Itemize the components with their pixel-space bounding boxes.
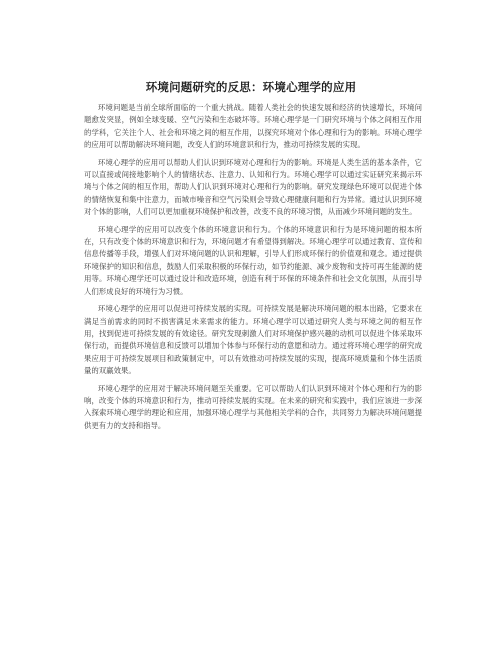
document-title: 环境问题研究的反思：环境心理学的应用 — [145, 80, 357, 94]
document-body — [84, 102, 422, 437]
paragraph-intro: 环境问题是当前全球所面临的一个重大挑战。随着人类社会的快速发展和经济的快速增长，环境问题愈发突显，例如全球变暖、空气污染和生态破坏等。环境心理学是一门研究环境与个体之间相互作用的学科，它关注个人、社会和环境之间的相互作用，以探究环境对个体心理和行为的影响。环境心理学的应用可以帮助解决环境问题，改变人们的环境意识和行为，推动可持续发展的实现。 — [84, 103, 422, 150]
paragraph-behavior: 环境心理学的应用可以改变个体的环境意识和行为。个体的环境意识和行为是环境问题的根本所在，只有改变个体的环境意识和行为，环境问题才有希望得到解决。环境心理学可以通过教育、宣传和信息传播等手段，增强人们对环境问题的认识和理解，引导人们形成环保行的价值观和观念。通过提供环境保护的知识和信息，鼓励人们采取积极的环保行动，如节约能源、减少废物和支持可再生能源的使用等。环境心理学还可以通过设计和改造环境，创造有利于环保的环境条件和社会文化氛围，从而引导人们形成良好的环境行为习惯。 — [84, 224, 422, 296]
paragraph-awareness: 环境心理学的应用可以帮助人们认识到环境对心理和行为的影响。环境是人类生活的基本条件，它可以直接或间接地影响个人的情绪状态、注意力、认知和行为。环境心理学可以通过实证研究来揭示环境与个体之间的相互作用，帮助人们认识到环境对心理和行为的影响。研究发现绿色环境可以促进个体的情绪恢复和集中注意力，而城市噪音和空气污染则会导致心理健康问题和行为异常。通过认识到环境对个体的影响，人们可以更加重视环境保护和改善，改变不良的环境习惯，从而减少环境问题的发生。 — [84, 157, 422, 217]
paragraph-sustainability: 环境心理学的应用可以促进可持续发展的实现。可持续发展是解决环境问题的根本出路，它要求在满足当前需求的同时不损害满足未来需求的能力。环境心理学可以通过研究人类与环境之间的相互作用，找到促进可持续发展的有效途径。研究发现刺激人们对环境保护感兴趣的动机可以促进个体采取环保行动，而提供环境信息和反馈可以增加个体参与环保行动的意愿和动力。通过将环境心理学的研究成果应用于可持续发展项目和政策制定中，可以有效推动可持续发展的实现，提高环境质量和个体生活质量的双赢效果。 — [84, 304, 422, 376]
paragraph-conclusion: 环境心理学的应用对于解决环境问题至关重要。它可以帮助人们认识到环境对个体心理和行为的影响，改变个体的环境意识和行为，推动可持续发展的实现。在未来的研究和实践中，我们应该进一步深入探索环境心理学的理论和应用，加强环境心理学与其他相关学科的合作，共同努力为解决环境问题提供更有力的支持和指导。 — [84, 383, 422, 430]
